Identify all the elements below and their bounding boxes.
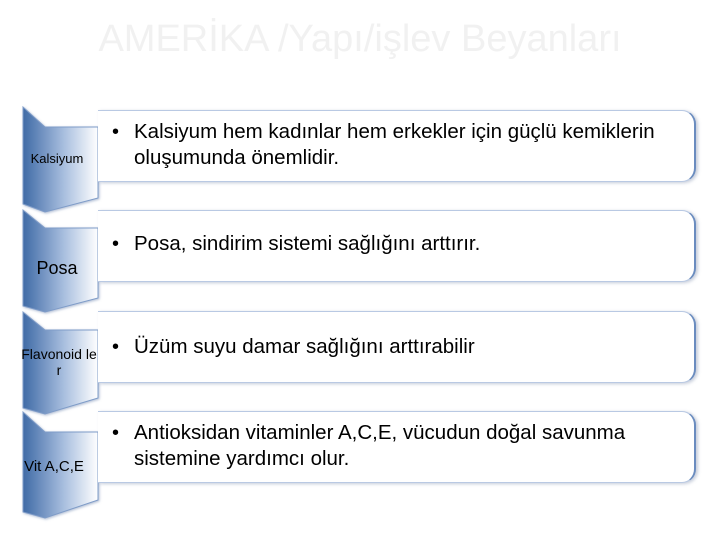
category-label-flavonoidler: Flavonoid ler	[21, 346, 97, 379]
bullet-1: •	[112, 121, 120, 143]
bullet-4: •	[112, 422, 120, 444]
statement-text-3: Üzüm suyu damar sağlığını arttırabilir	[134, 335, 475, 358]
category-label-kalsiyum: Kalsiyum	[30, 151, 84, 166]
statement-text-2: Posa, sindirim sistemi sağlığını arttırır.	[134, 232, 481, 255]
statement-card-3	[98, 311, 696, 383]
slide-title: AMERİKA /Yapı/işlev Beyanları	[98, 18, 622, 60]
statement-text-1: Kalsiyum hem kadınlar hem erkekler için güçlü kemiklerin oluşumunda önemlidir.	[134, 120, 655, 169]
category-label-vitamins: Vit A,C,E	[24, 458, 84, 475]
statement-card-2	[98, 210, 696, 282]
statement-card-4	[98, 411, 696, 483]
category-label-posa: Posa	[36, 258, 78, 278]
statement-card-1	[98, 110, 696, 182]
bullet-2: •	[112, 233, 120, 255]
bullet-3: •	[112, 336, 120, 358]
statement-text-4: Antioksidan vitaminler A,C,E, vücudun doğal savunma sistemine yardımcı olur.	[134, 421, 626, 470]
